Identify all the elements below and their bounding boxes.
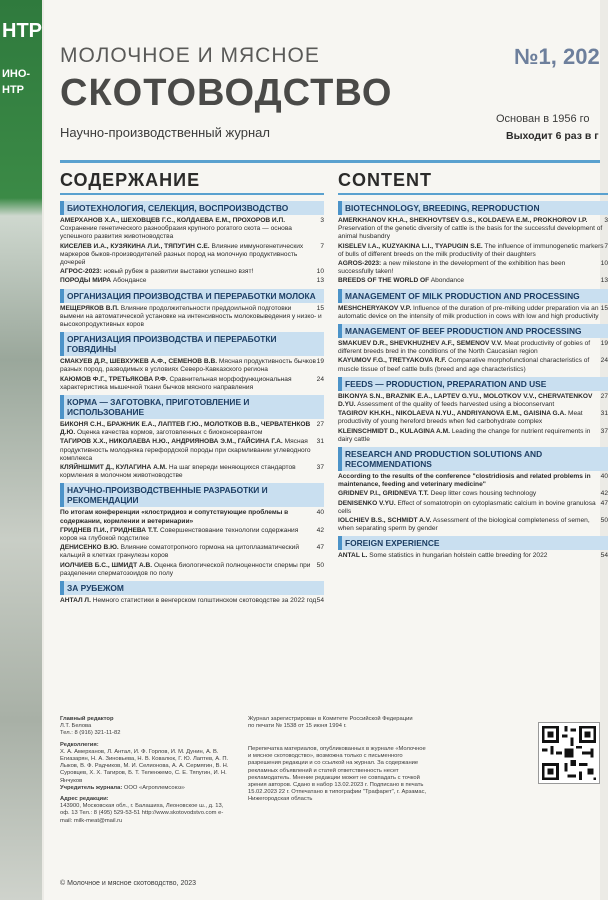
contents-ru-heading: СОДЕРЖАНИЕ [60, 170, 324, 195]
section-header: ОРГАНИЗАЦИЯ ПРОИЗВОДСТВА И ПЕРЕРАБОТКИ ГОВЯДИНЫ [60, 332, 324, 356]
toc-title: Оценка качества кормов, заготовленных с биоконсервантом [77, 429, 263, 437]
journal-page [44, 0, 608, 900]
page-number: 42 [316, 526, 324, 534]
page-number: 27 [600, 392, 608, 400]
section-header: ЗА РУБЕЖОМ [60, 581, 324, 595]
toc-entry[interactable] [60, 562, 324, 578]
cover-logo-fragment: НТР [2, 20, 42, 42]
page-number: 50 [600, 517, 608, 525]
registration-text: Журнал зарегистрирован в Комитете Российской Федерации по печати № 1538 от 15 июня 1994 г. [248, 716, 413, 730]
toc-authors: AGROS-2023: [338, 260, 382, 268]
toc-entry[interactable] [60, 597, 324, 605]
toc-authors: ИОЛЧИЕВ Б.С., ШМИДТ А.В. [60, 561, 153, 569]
frequency-line: Выходит 6 раз в г [506, 130, 599, 142]
toc-authors: ПОРОДЫ МИРА [60, 277, 112, 285]
toc-authors: МЕЩЕРЯКОВ В.П. [60, 304, 119, 312]
page-number: 50 [316, 561, 324, 569]
toc-entry[interactable] [60, 376, 324, 392]
cover-strip [0, 0, 42, 900]
toc-authors: АМЕРХАНОВ Х.А., ШЕХОВЦЕВ Г.С., КОЛДАЕВА Е.М., ПРОХОРОВ И.П. [60, 217, 286, 224]
toc-authors: АНТАЛ Л. [60, 597, 91, 605]
issue-number: №1, 202 [514, 44, 600, 69]
toc-title: Мясная продуктивность молодняка герефордской породы при скармливании углеводного комплекса [60, 438, 311, 462]
toc-entry[interactable] [338, 490, 608, 498]
founder-value: ООО «Агроплемсоюз» [123, 784, 185, 791]
toc-title: a new milestone in the development of the exhibition has been successfully taken! [338, 260, 566, 276]
page-number: 31 [600, 410, 608, 418]
toc-title: Effect of somatotropin on cytoplasmatic calcium in bovine granulosa cells [338, 499, 596, 515]
toc-entry[interactable] [338, 393, 608, 409]
page-number: 47 [316, 544, 324, 552]
address-label: Адрес редакции: [60, 796, 109, 803]
toc-title: Абондансе [112, 277, 147, 285]
section-header: КОРМА — ЗАГОТОВКА, ПРИГОТОВЛЕНИЕ И ИСПОЛЬЗОВАНИЕ [60, 395, 324, 419]
toc-authors: SMAKUEV D.R., SHEVKHUZHEV A.F., SEMENOV V.V. [338, 340, 503, 348]
toc-title: На шаг впереди меняющихся стандартов кормления в молочном животноводстве [60, 464, 296, 480]
toc-authors: KLEINSCHMIDT D., KULAGINA A.M. [338, 427, 450, 435]
page-number: 15 [600, 304, 608, 312]
toc-authors: КЛЯЙНШМИТ Д., КУЛАГИНА А.М. [60, 464, 167, 472]
toc-entry[interactable] [60, 305, 324, 330]
toc-entry[interactable] [60, 464, 324, 480]
section-header: RESEARCH AND PRODUCTION SOLUTIONS AND RECOMMENDATIONS [338, 447, 608, 471]
masthead-subtitle: Научно-производственный журнал [60, 125, 270, 140]
toc-authors: TAGIROV KH.KH., NIKOLAEVA N.YU., ANDRIYANOVA E.M., GAISINA G.A. [338, 410, 567, 418]
qr-code-icon [538, 722, 600, 784]
toc-entry[interactable] [338, 473, 608, 489]
contents-en-heading: CONTENT [338, 170, 608, 195]
toc-entry[interactable] [60, 358, 324, 374]
toc-entry[interactable] [60, 277, 324, 285]
toc-authors: KAYUMOV F.G., TRETYAKOVA R.F. [338, 357, 447, 365]
page-number: 27 [316, 421, 324, 429]
toc-entry[interactable] [338, 260, 608, 276]
toc-authors: По итогам конференции «клостридиоз и сопутствующие проблемы в содержании, кормлении и ветеринарии» [60, 509, 289, 525]
toc-title: Влияние продолжительности преддоильной подготовки вымени на автоматической установке на интенсивность молоковыведения у низко- и высокопродуктивных коров [60, 304, 322, 329]
page-number: 15 [316, 304, 324, 312]
editor-label: Главный редактор [60, 716, 114, 722]
toc-entry[interactable] [338, 428, 608, 444]
section-header: MANAGEMENT OF MILK PRODUCTION AND PROCESSING [338, 289, 608, 303]
toc-title: Assessment of the quality of feeds harvested using a bioconservant [357, 401, 555, 409]
page-number: 10 [600, 260, 608, 268]
page-number: 37 [600, 427, 608, 435]
toc-authors: MESHCHERYAKOV V.P. [338, 304, 412, 312]
page-number: 10 [316, 268, 324, 276]
copyright: © Молочное и мясное скотоводство, 2023 [60, 880, 197, 887]
toc-title: Deep litter cows housing technology [430, 490, 537, 498]
contents-ru-body [60, 201, 324, 605]
page-number: 7 [320, 242, 324, 250]
section-header: БИОТЕХНОЛОГИЯ, СЕЛЕКЦИЯ, ВОСПРОИЗВОДСТВО [60, 201, 324, 215]
founded-line: Основан в 1956 го [496, 113, 590, 125]
masthead-title-line1: МОЛОЧНОЕ И МЯСНОЕ [60, 44, 320, 67]
toc-authors: GRIDNEV P.I., GRIDNEVA T.T. [338, 490, 429, 498]
page-number: 47 [600, 499, 608, 507]
page-number: 7 [604, 242, 608, 250]
toc-entry[interactable] [60, 217, 324, 242]
board-label: Редколлегия: [60, 741, 99, 748]
page-number: 13 [316, 277, 324, 285]
address-text: 143900, Московская обл., г. Балашиха, Леоновское ш., д. 13, оф. 13 Тел.: 8 (495) 529-53-51 http://www.skotovodstvo.com e-mail: milk-meat@mail.ru [60, 803, 224, 824]
toc-title: Влияние соматотропного гормона на цитоплазматический кальций в клетках гранулезы коров [60, 544, 300, 560]
section-header: BIOTECHNOLOGY, BREEDING, REPRODUCTION [338, 201, 608, 215]
page-number: 31 [316, 438, 324, 446]
toc-entry[interactable] [60, 421, 324, 437]
toc-authors: АГРОС-2023: [60, 268, 102, 276]
toc-entry[interactable] [338, 357, 608, 373]
toc-title: Влияние иммуногенетических маркеров быков-производителей разных пород на молочную продуктивность дочерей [60, 242, 304, 267]
toc-authors: BREEDS OF THE WORLD OF [338, 277, 430, 285]
page-number: 13 [600, 277, 608, 285]
page-number: 40 [316, 509, 324, 517]
editor-phone: Тел.: 8 (916) 321-11-82 [60, 730, 121, 737]
page-number: 37 [316, 464, 324, 472]
toc-title: Assessment of the biological completeness of semen, when separating sperm by gender [338, 517, 590, 533]
page-number: 24 [600, 357, 608, 365]
page-number: 3 [604, 217, 608, 224]
editor-name: Л.Т. Белова [60, 723, 92, 730]
toc-authors: КАЮМОВ Ф.Г., ТРЕТЬЯКОВА Р.Ф. [60, 375, 168, 383]
section-header: НАУЧНО-ПРОИЗВОДСТВЕННЫЕ РАЗРАБОТКИ И РЕКОМЕНДАЦИИ [60, 483, 324, 507]
founder-label: Учредитель журнала: [60, 784, 123, 791]
toc-authors: ANTAL L. [338, 552, 368, 560]
toc-authors: ДЕНИСЕНКО В.Ю. [60, 544, 119, 552]
toc-authors: BIKONYA S.N., BRAZNIK E.A., LAPTEV G.YU., MOLOTKOV V.V., CHERVATENKOV D.YU. [338, 392, 593, 409]
section-header: MANAGEMENT OF BEEF PRODUCTION AND PROCESSING [338, 324, 608, 338]
toc-title: Meat productivity of gobies of different breeds bred in the conditions of the North Caucasian region [338, 340, 591, 356]
cover-text-fragment-2: НТР [2, 84, 24, 96]
page-number: 54 [316, 597, 324, 605]
toc-entry[interactable] [338, 340, 608, 356]
toc-authors: ТАГИРОВ Х.Х., НИКОЛАЕВА Н.Ю., АНДРИЯНОВА Э.М., ГАЙСИНА Г.А. [60, 438, 283, 446]
section-header: ОРГАНИЗАЦИЯ ПРОИЗВОДСТВА И ПЕРЕРАБОТКИ МОЛОКА [60, 289, 324, 303]
header-divider [60, 160, 600, 163]
toc-entry[interactable] [338, 243, 608, 259]
toc-entry[interactable] [338, 277, 608, 285]
toc-entry[interactable] [338, 552, 608, 560]
toc-title: Influence of the duration of pre-milking udder preparation via an automatic device on the intensity of milk production in cows with low and high productivity [338, 304, 599, 320]
toc-entry[interactable] [60, 509, 324, 525]
toc-title: Leading the change for nutrient requirements in dairy cattle [338, 427, 591, 443]
toc-entry[interactable] [338, 517, 608, 533]
toc-entry[interactable] [338, 500, 608, 516]
toc-entry[interactable] [338, 217, 608, 242]
toc-authors: ГРИДНЕВ П.И., ГРИДНЕВА Т.Т. [60, 526, 159, 534]
section-header: FOREIGN EXPERIENCE [338, 536, 608, 550]
imprint-editorial [60, 716, 230, 825]
page-number: 19 [600, 340, 608, 348]
contents-ru [60, 170, 324, 606]
cover-text-fragment: ИНО- [2, 68, 31, 80]
page-number: 42 [600, 490, 608, 498]
page-number: 19 [316, 358, 324, 366]
contents-en-body [338, 201, 608, 561]
toc-title: Comparative morphofunctional characteristics of muscle tissue of beef cattle bulls (breed and age characteristics) [338, 357, 590, 373]
toc-title: новый рубеж в развитии выставки успешно взят! [103, 268, 254, 276]
toc-title: Мясная продуктивность бычков разных пород, разводимых в условиях Северо-Кавказского региона [60, 358, 317, 374]
toc-entry[interactable] [60, 438, 324, 463]
page-number: 40 [600, 473, 608, 481]
toc-authors: DENISENKO V.YU. [338, 499, 396, 507]
toc-authors: КИСЕЛЕВ И.А., КУЗЯКИНА Л.И., ТЯПУГИН С.Е. [60, 242, 210, 250]
page-number: 3 [320, 217, 324, 224]
toc-authors: KISELEV I.A., KUZYAKINA L.I., TYAPUGIN S.E. [338, 242, 483, 250]
toc-authors: AMERKHANOV KH.A., SHEKHOVTSEV G.S., KOLDAEVA E.M., PROKHOROV I.P. [338, 217, 588, 224]
toc-title: Совершенствование технологии содержания коров на глубокой подстилке [60, 526, 299, 543]
toc-title: Preservation of the genetic diversity of cattle is the basis for the successful development of animal husbandry [338, 225, 603, 241]
toc-title: Немного статистики в венгерском голштинском скотоводстве за 2022 год [92, 597, 317, 605]
toc-entry[interactable] [60, 527, 324, 543]
toc-title: Оценка биологической полноценности спермы при разделении сперматозоидов по полу [60, 561, 311, 577]
toc-title: Abondance [430, 277, 465, 285]
imprint-notes: Перепечатка материалов, опубликованных в журнале «Молочное и мясное скотоводство», возможна только с письменного разрешения редакции и со ссылкой на журнал. За содержание рекламных объявлений и статей ответственность несет рекламодатель. Мнение редакции может не совпадать с точкой зрения авторов. Сдано в набор 13.02.2023 г. Подписано в печать 15.02.2023 22 г. Отпечатано в типографии "Трафарет", г. Арзамас, Нижегородская область [248, 746, 427, 803]
toc-entry[interactable] [338, 410, 608, 426]
board-text: Х. А. Амерханов, Л. Антал, И. Ф. Горлов, И. М. Дунин, А. В. Егиазарян, Н. А. Зиновьева, Н. В. Ковалюк, Г. Ю. Лаптев, А. П. Лыков, В. Ф. Радчиков, М. И. Селионова, А. А. Сермягин, В. Н. Суровцев, Х. Х. Тагиров, Б. Т. Теленжемо, С. Е. Тяпугин, И. Н. Янчуков [60, 748, 229, 784]
toc-title: Сохранение генетического разнообразия крупного рогатого скота — основа успешного развития животноводства [60, 225, 292, 241]
toc-title: The influence of immunogenetic markers of bulls of different breeds on the milk productivity of their daughters [338, 242, 604, 258]
section-header: FEEDS — PRODUCTION, PREPARATION AND USE [338, 377, 608, 391]
contents-en [338, 170, 608, 562]
toc-title: Сравнительная морфофункциональная характеристика мышечной ткани бычков мясного направления [60, 375, 292, 391]
page-number: 54 [600, 552, 608, 560]
toc-title: Meat productivity of young hereford breeds when fed carbohydrate complex [338, 410, 583, 426]
toc-authors: СМАКУЕВ Д.Р., ШЕВХУЖЕВ А.Ф., СЕМЕНОВ В.В. [60, 358, 218, 366]
toc-entry[interactable] [60, 544, 324, 560]
toc-authors: According to the results of the conference "clostridiosis and related problems in maintenance, feeding and veterinary medicine" [338, 473, 591, 489]
page-number: 24 [316, 375, 324, 383]
toc-title: Some statistics in hungarian holstein cattle breeding for 2022 [369, 552, 548, 560]
toc-authors: БИКОНЯ С.Н., БРАЖНИК Е.А., ЛАПТЕВ Г.Ю., МОЛОТКОВ В.В., ЧЕРВАТЕНКОВ Д.Ю. [60, 421, 311, 437]
toc-entry[interactable] [60, 243, 324, 268]
toc-entry[interactable] [60, 268, 324, 276]
masthead-title-line2: СКОТОВОДСТВО [60, 72, 393, 114]
toc-entry[interactable] [338, 305, 608, 321]
toc-authors: IOLCHIEV B.S., SCHMIDT A.V. [338, 517, 432, 525]
